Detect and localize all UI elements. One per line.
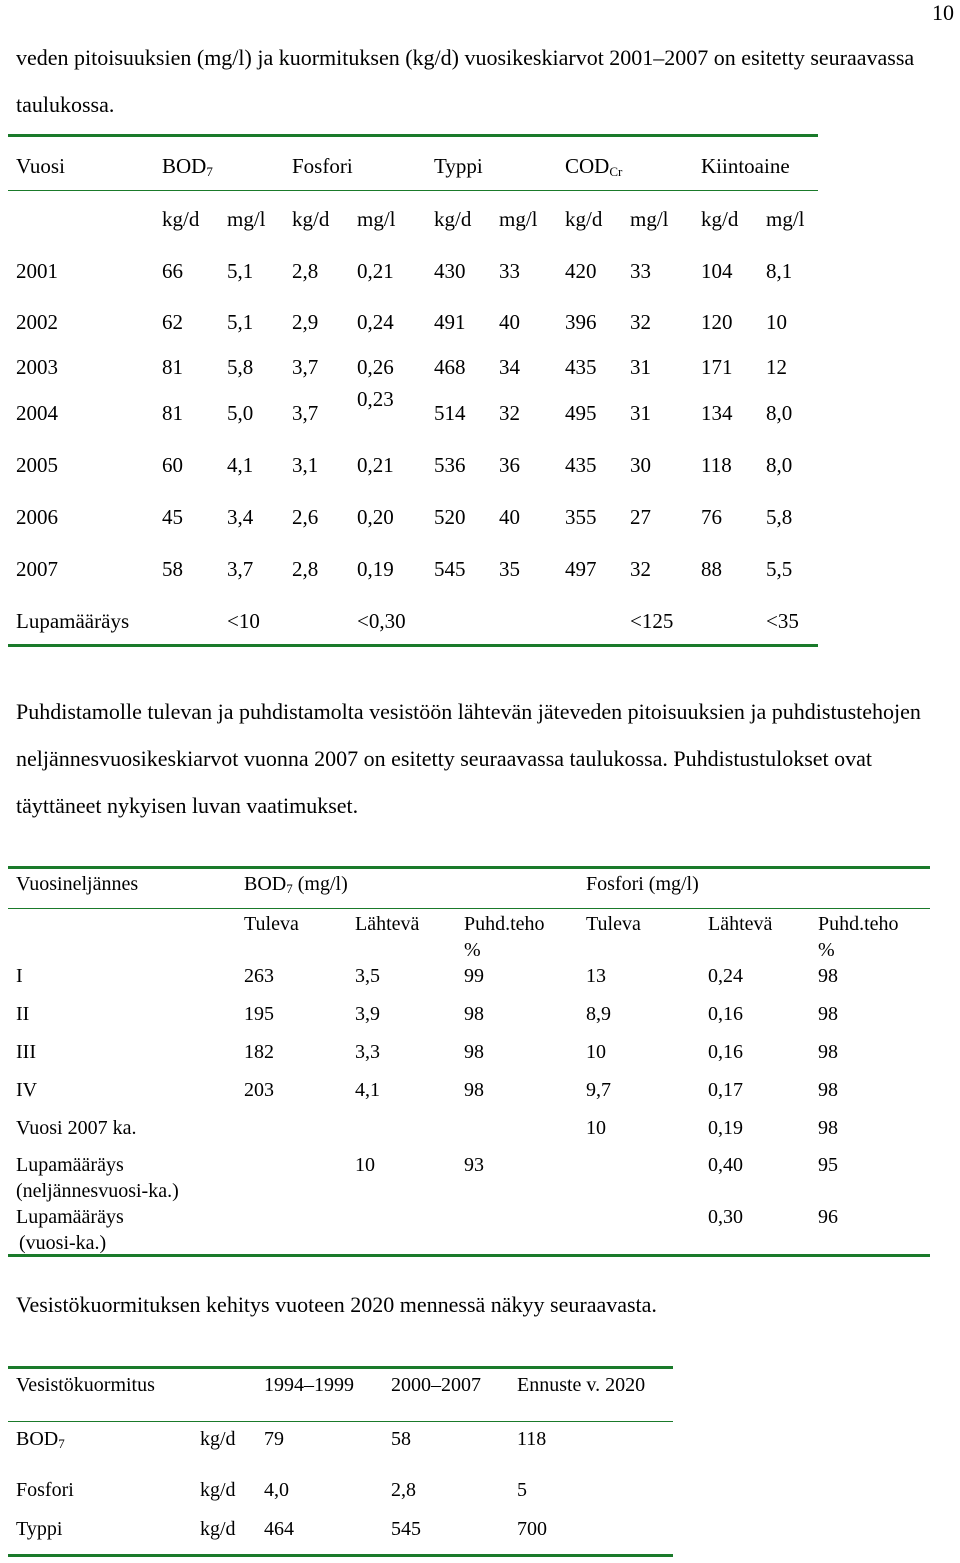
header-cod	[565, 156, 622, 178]
table-cell: 2,6	[292, 505, 319, 529]
table-cell: 0,26	[357, 355, 394, 379]
table-cell: 182	[244, 1041, 274, 1063]
table-cell: 32	[630, 310, 651, 334]
unit-cell: kg/d	[162, 207, 200, 231]
t3-header: Vesistökuormitus	[16, 1374, 155, 1396]
permit-cell: <125	[630, 609, 674, 633]
table-cell: 497	[565, 557, 597, 581]
t2-permit1-label-2: (neljännesvuosi-ka.)	[16, 1180, 179, 1202]
table-cell: 60	[162, 453, 183, 477]
t2-sub-tuleva: Tuleva	[244, 913, 299, 935]
header-fosfori: Fosfori	[292, 154, 353, 178]
permit-cell: <10	[227, 609, 260, 633]
quarter-cell: Vuosi 2007 ka.	[16, 1117, 137, 1139]
table-cell: 120	[701, 310, 733, 334]
table-cell: 263	[244, 965, 274, 987]
permit-cell: <35	[766, 609, 799, 633]
unit-cell: kg/d	[701, 207, 739, 231]
table-cell: 2,8	[292, 557, 319, 581]
table-cell: 32	[630, 557, 651, 581]
table1-top-rule	[8, 134, 818, 137]
table-cell: 491	[434, 310, 466, 334]
table-cell: 0,20	[357, 505, 394, 529]
table-cell: 98	[464, 1003, 484, 1025]
unit-cell: kg/d	[292, 207, 330, 231]
quarter-cell: IV	[16, 1079, 38, 1101]
table-cell: 98	[818, 1041, 838, 1063]
year-cell: 2003	[16, 355, 58, 379]
table-cell: 468	[434, 355, 466, 379]
t3-bod-text: BOD	[16, 1428, 59, 1450]
table-cell: 8,0	[766, 401, 793, 425]
intro-paragraph: veden pitoisuuksien (mg/l) ja kuormituksen (kg/d) vuosikeskiarvot 2001–2007 on esitetty seuraavassa taulukossa.	[16, 45, 915, 117]
bottom-paragraph: Vesistökuormituksen kehitys vuoteen 2020 mennessä näkyy seuraavasta.	[16, 1292, 657, 1317]
header-bod	[162, 156, 213, 178]
table-cell: 3,4	[227, 505, 254, 529]
t2-permit1-label: Lupamääräys	[16, 1154, 124, 1176]
t2-permit2-label-2: (vuosi-ka.)	[19, 1232, 107, 1254]
t2-permit1-cell: 95	[818, 1154, 838, 1176]
table-cell: 0,16	[708, 1003, 743, 1025]
table-cell: 3,3	[355, 1041, 380, 1063]
table-cell: 33	[499, 259, 520, 283]
table-cell: 203	[244, 1079, 274, 1101]
table-cell: 76	[701, 505, 722, 529]
table-cell: 27	[630, 505, 651, 529]
table-cell: 32	[499, 401, 520, 425]
table-cell: 10	[766, 310, 787, 334]
unit-cell: mg/l	[499, 207, 538, 231]
t2-permit2-cell: 0,30	[708, 1206, 743, 1228]
table-cell: 5,0	[227, 401, 254, 425]
table-cell: 31	[630, 355, 651, 379]
table-cell: 58	[162, 557, 183, 581]
table2-bottom-rule	[8, 1254, 930, 1257]
table-cell: 0,19	[357, 557, 394, 581]
year-cell: 2001	[16, 259, 58, 283]
t2-header-quarter: Vuosineljännes	[16, 873, 139, 895]
table-cell: 420	[565, 259, 597, 283]
header-bod-text: BOD	[162, 154, 207, 178]
t3-unit: kg/d	[200, 1479, 236, 1501]
table-cell: 34	[499, 355, 520, 379]
year-cell: 2007	[16, 557, 58, 581]
year-cell: 2005	[16, 453, 58, 477]
table-cell: 0,24	[708, 965, 743, 987]
t3-cell: 700	[517, 1518, 547, 1540]
unit-cell: mg/l	[630, 207, 669, 231]
table-cell: 520	[434, 505, 466, 529]
table-cell: 62	[162, 310, 183, 334]
table-cell: 3,7	[292, 355, 319, 379]
t3-cell: 118	[517, 1428, 547, 1450]
t2-header-fosfori: Fosfori (mg/l)	[586, 873, 699, 895]
table-cell: 3,9	[355, 1003, 380, 1025]
t2-sub-puhd: Puhd.teho	[464, 913, 545, 935]
t2-sub-tuleva: Tuleva	[586, 913, 641, 935]
table3-header-rule	[8, 1421, 673, 1422]
t2-header-bod-text: BOD	[244, 873, 287, 895]
t3-cell: 58	[391, 1428, 411, 1450]
t2-permit1-cell: 0,40	[708, 1154, 743, 1176]
table-cell: 0,24	[357, 310, 394, 334]
t3-cell: 545	[391, 1518, 421, 1540]
table-cell: 5,1	[227, 310, 254, 334]
t2-permit1-cell: 93	[464, 1154, 484, 1176]
unit-cell: mg/l	[357, 207, 396, 231]
header-kiintoaine: Kiintoaine	[701, 154, 790, 178]
table-cell: 88	[701, 557, 722, 581]
mid-paragraph: Puhdistamolle tulevan ja puhdistamolta vesistöön lähtevän jäteveden pitoisuuksien ja puhdistustehojen neljännesvuosikeskiarvot vuonna 2007 on esitetty seuraavassa taulukossa. Puhdistustulokset ovat täyttäneet nykyisen luvan vaatimukset.	[16, 699, 921, 818]
table-cell: 10	[586, 1117, 606, 1139]
table2-header-rule	[8, 908, 930, 909]
table-cell: 2,9	[292, 310, 319, 334]
table-cell: 0,23	[357, 387, 394, 411]
t3-cell: 2,8	[391, 1479, 416, 1501]
table-cell: 4,1	[355, 1079, 380, 1101]
table-cell: 33	[630, 259, 651, 283]
table-cell: 430	[434, 259, 466, 283]
quarter-cell: III	[16, 1041, 36, 1063]
table-cell: 8,0	[766, 453, 793, 477]
table-cell: 31	[630, 401, 651, 425]
table-cell: 536	[434, 453, 466, 477]
t2-sub-puhd: Puhd.teho	[818, 913, 899, 935]
t3-header: Ennuste v. 2020	[517, 1374, 646, 1396]
table-cell: 104	[701, 259, 733, 283]
unit-cell: mg/l	[227, 207, 266, 231]
table1-bottom-rule	[8, 644, 818, 647]
table-cell: 5,8	[766, 505, 793, 529]
header-bod-sub: 7	[206, 164, 213, 179]
table-cell: 195	[244, 1003, 274, 1025]
year-cell: 2004	[16, 401, 58, 425]
table-cell: 81	[162, 355, 183, 379]
table3-top-rule	[8, 1366, 673, 1369]
table-cell: 40	[499, 310, 520, 334]
table-cell: 134	[701, 401, 733, 425]
table-cell: 40	[499, 505, 520, 529]
permit-cell: <0,30	[357, 609, 406, 633]
table-cell: 99	[464, 965, 484, 987]
t3-bod-sub: 7	[58, 1436, 65, 1451]
table-cell: 171	[701, 355, 733, 379]
t2-permit2-cell: 96	[818, 1206, 838, 1228]
table-cell: 396	[565, 310, 597, 334]
table-cell: 355	[565, 505, 597, 529]
quarter-cell: II	[16, 1003, 30, 1025]
unit-cell: kg/d	[565, 207, 603, 231]
t2-header-bod	[244, 874, 348, 895]
table-cell: 13	[586, 965, 606, 987]
table-cell: 12	[766, 355, 787, 379]
t3-row-label: Typpi	[16, 1518, 63, 1540]
table-cell: 0,21	[357, 453, 394, 477]
header-cod-sub: Cr	[609, 164, 623, 179]
t2-header-bod-unit: (mg/l)	[292, 873, 348, 895]
table-cell: 4,1	[227, 453, 254, 477]
table-cell: 98	[818, 1003, 838, 1025]
table-cell: 35	[499, 557, 520, 581]
table-cell: 435	[565, 355, 597, 379]
table-cell: 435	[565, 453, 597, 477]
t2-permit1-cell: 10	[355, 1154, 375, 1176]
t2-permit2-label: Lupamääräys	[16, 1206, 124, 1228]
t3-cell: 5	[517, 1479, 527, 1501]
t2-sub-pct: %	[464, 939, 481, 961]
table-cell: 2,8	[292, 259, 319, 283]
permit-label: Lupamääräys	[16, 609, 130, 633]
t2-header-bod-sub: 7	[286, 881, 293, 896]
unit-cell: kg/d	[434, 207, 472, 231]
table-cell: 81	[162, 401, 183, 425]
table-cell: 495	[565, 401, 597, 425]
table2-top-rule	[8, 866, 930, 869]
table-cell: 8,9	[586, 1003, 611, 1025]
table-cell: 118	[701, 453, 732, 477]
table-cell: 0,17	[708, 1079, 743, 1101]
table-cell: 45	[162, 505, 183, 529]
table-cell: 3,7	[227, 557, 254, 581]
table-cell: 514	[434, 401, 466, 425]
t2-sub-lahteva: Lähtevä	[355, 913, 420, 935]
t3-unit: kg/d	[200, 1518, 236, 1540]
table-cell: 3,5	[355, 965, 380, 987]
table-cell: 98	[818, 1117, 838, 1139]
header-vuosi: Vuosi	[16, 154, 65, 178]
quarter-cell: I	[16, 965, 23, 987]
table-cell: 8,1	[766, 259, 793, 283]
table-cell: 0,21	[357, 259, 394, 283]
table1-header-rule	[8, 190, 818, 191]
table-cell: 0,16	[708, 1041, 743, 1063]
table-cell: 98	[818, 1079, 838, 1101]
table-cell: 0,19	[708, 1117, 743, 1139]
t3-cell: 79	[264, 1428, 284, 1450]
table-cell: 30	[630, 453, 651, 477]
table-cell: 10	[586, 1041, 606, 1063]
table-cell: 3,1	[292, 453, 319, 477]
table-cell: 9,7	[586, 1079, 611, 1101]
table-cell: 5,1	[227, 259, 254, 283]
table3-bottom-rule	[8, 1554, 673, 1557]
table-cell: 545	[434, 557, 466, 581]
t3-cell: 4,0	[264, 1479, 289, 1501]
table-cell: 5,5	[766, 557, 793, 581]
page-number: 10	[932, 0, 954, 25]
t3-row-label: Fosfori	[16, 1479, 74, 1501]
table-cell: 98	[464, 1041, 484, 1063]
year-cell: 2006	[16, 505, 58, 529]
t3-row-label	[16, 1429, 65, 1450]
t3-header: 1994–1999	[264, 1374, 354, 1396]
t3-header: 2000–2007	[391, 1374, 481, 1396]
header-cod-text: COD	[565, 154, 610, 178]
t3-unit: kg/d	[200, 1428, 236, 1450]
header-typpi: Typpi	[434, 154, 483, 178]
t2-sub-lahteva: Lähtevä	[708, 913, 773, 935]
t3-cell: 464	[264, 1518, 294, 1540]
unit-cell: mg/l	[766, 207, 805, 231]
table-cell: 98	[464, 1079, 484, 1101]
table-cell: 5,8	[227, 355, 254, 379]
year-cell: 2002	[16, 310, 58, 334]
table-cell: 3,7	[292, 401, 319, 425]
t2-sub-pct: %	[818, 939, 835, 961]
table-cell: 36	[499, 453, 520, 477]
table-cell: 66	[162, 259, 183, 283]
table-cell: 98	[818, 965, 838, 987]
